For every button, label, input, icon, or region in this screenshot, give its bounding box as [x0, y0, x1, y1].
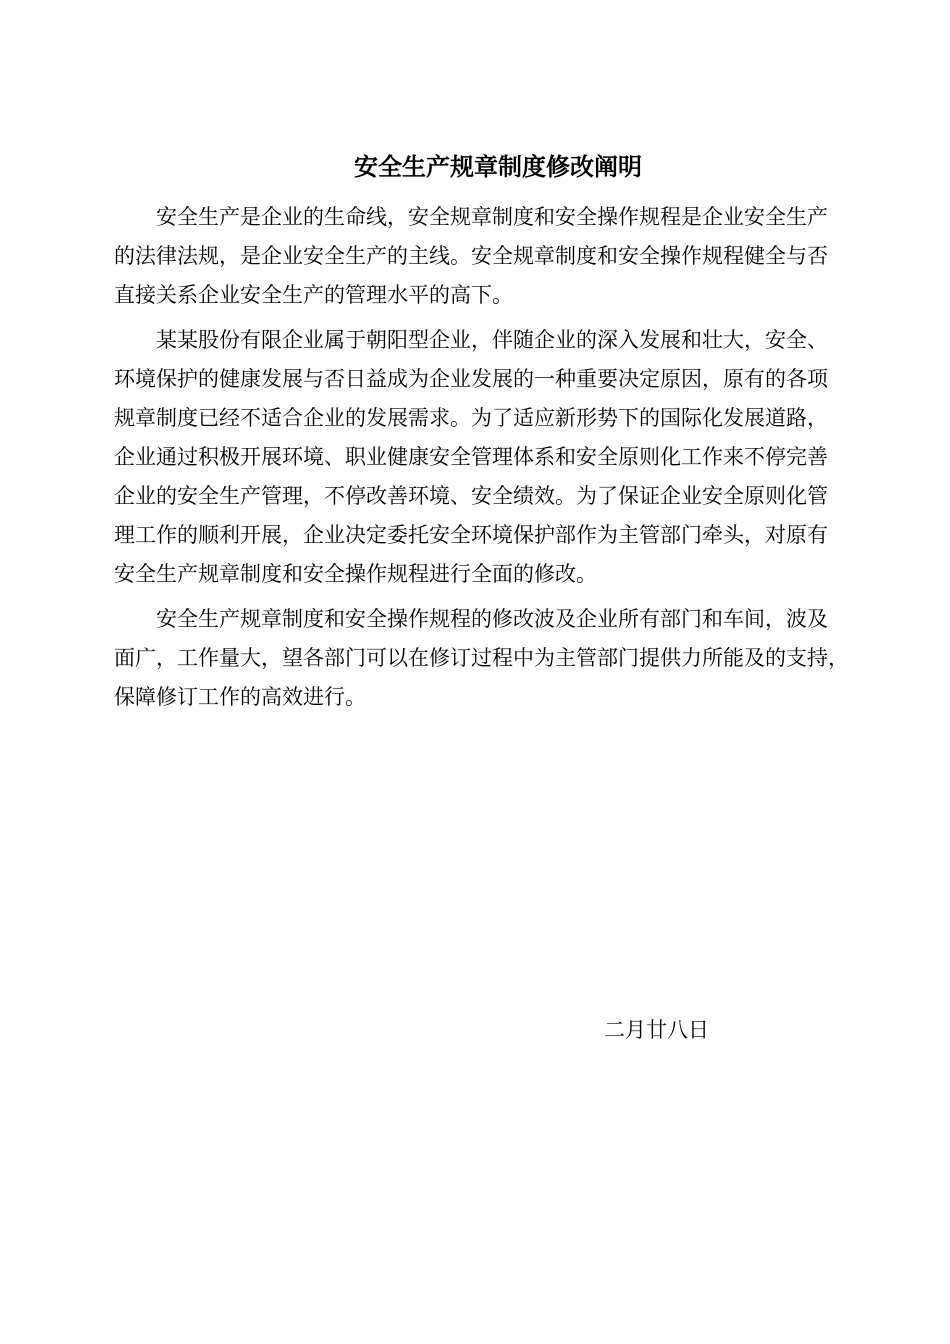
paragraph-line: 直接关系企业安全生产的管理水平的高下。 — [114, 283, 513, 307]
paragraph-line: 安全生产规章制度和安全操作规程进行全面的修改。 — [114, 562, 597, 586]
paragraph-line: 的法律法规，是企业安全生产的主线。安全规章制度和安全操作规程健全与否 — [114, 244, 828, 268]
paragraph-line: 安全生产规章制度和安全操作规程的修改波及企业所有部门和车间，波及 — [156, 607, 828, 631]
document-date: 二月廿八日 — [604, 1018, 709, 1042]
document-title: 安全生产规章制度修改阐明 — [354, 152, 642, 181]
paragraph-1 — [114, 198, 892, 315]
paragraph-line: 某某股份有限企业属于朝阳型企业，伴随企业的深入发展和壮大，安全、 — [156, 328, 828, 352]
paragraph-3 — [114, 600, 892, 717]
paragraph-line: 企业的安全生产管理，不停改善环境、安全绩效。为了保证企业安全原则化管 — [114, 484, 828, 508]
paragraph-line: 保障修订工作的高效进行。 — [114, 685, 366, 709]
paragraph-line: 理工作的顺利开展，企业决定委托安全环境保护部作为主管部门牵头，对原有 — [114, 523, 828, 547]
paragraph-line: 规章制度已经不适合企业的发展需求。为了适应新形势下的国际化发展道路， — [114, 406, 828, 430]
paragraph-line: 面广，工作量大，望各部门可以在修订过程中为主管部门提供力所能及的支持， — [114, 646, 849, 670]
paragraph-2 — [114, 321, 892, 594]
paragraph-line: 环境保护的健康发展与否日益成为企业发展的一种重要决定原因，原有的各项 — [114, 367, 828, 391]
document-body — [114, 198, 892, 717]
paragraph-line: 企业通过积极开展环境、职业健康安全管理体系和安全原则化工作来不停完善 — [114, 445, 828, 469]
paragraph-line: 安全生产是企业的生命线，安全规章制度和安全操作规程是企业安全生产 — [156, 205, 828, 229]
